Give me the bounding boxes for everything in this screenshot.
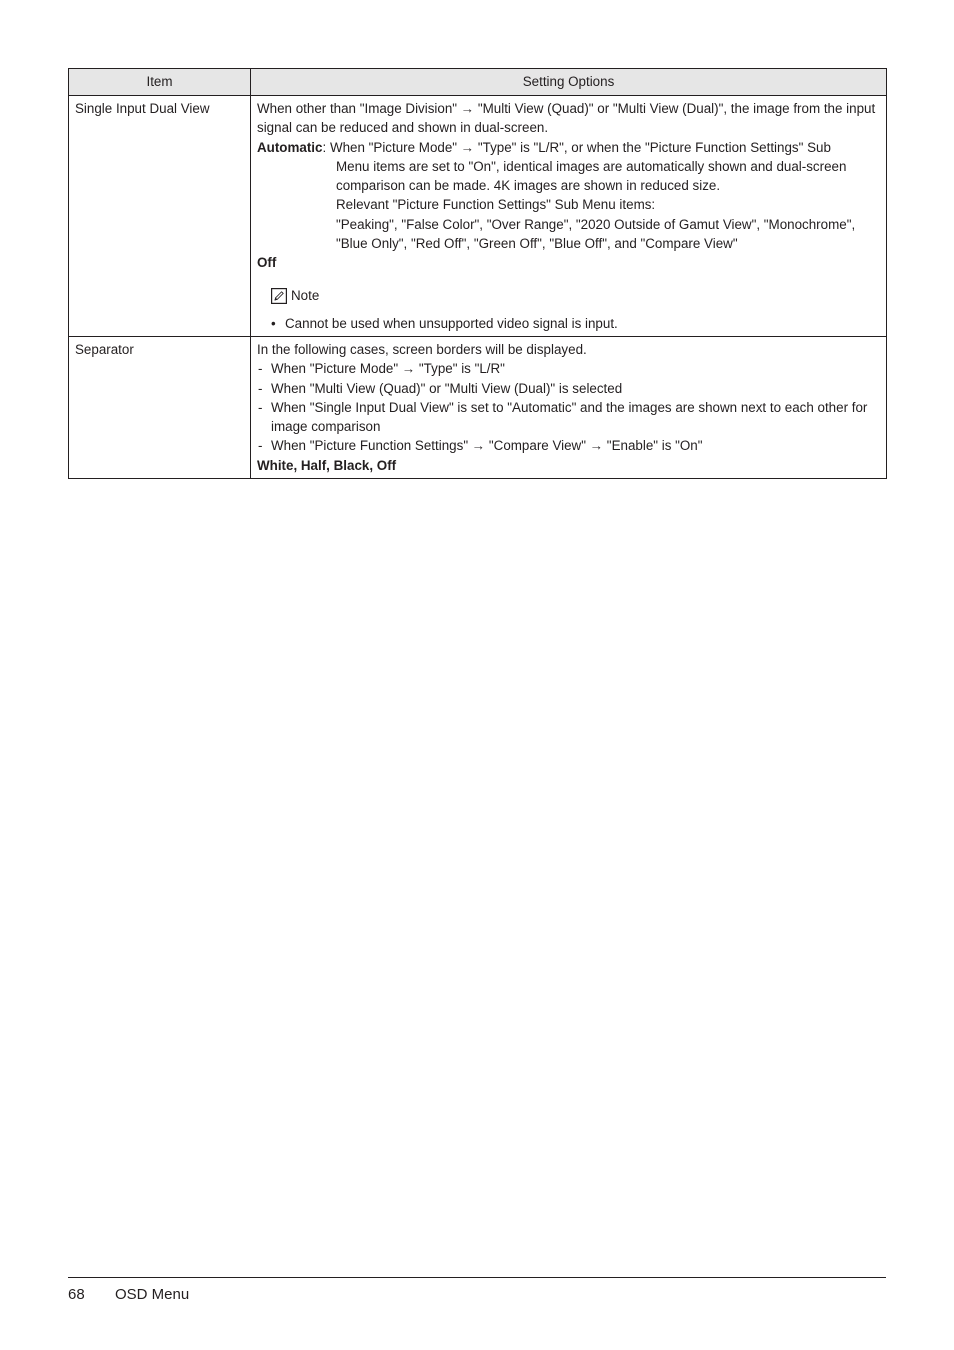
automatic-colon: : [322, 139, 327, 155]
option-values: White, Half, Black, Off [257, 457, 397, 473]
settings-table [68, 68, 887, 479]
table-header-row [69, 69, 887, 96]
note-title: Note [291, 288, 320, 304]
cases-list [257, 359, 882, 455]
table-row [69, 336, 887, 478]
list-item: - When "Single Input Dual View" is set to "Automatic" and the images are shown next to each other for image comparison [257, 398, 882, 437]
footer-divider [68, 1277, 886, 1278]
list-item: - When "Picture Mode" → "Type" is "L/R" [257, 359, 882, 378]
automatic-description-line1: When "Picture Mode" → "Type" is "L/R", or when the "Picture Function Settings" Sub [326, 139, 831, 155]
off-option: Off [257, 255, 277, 271]
section-title: OSD Menu [115, 1286, 190, 1303]
description: When other than "Image Division" → "Multi View (Quad)" or "Multi View (Dual)", the image from the input signal can be reduced and shown in dual-screen. [257, 101, 876, 136]
page-footer [68, 1285, 189, 1305]
item-name: Single Input Dual View [69, 96, 251, 337]
note-pencil-icon [271, 288, 287, 304]
note-list [257, 314, 882, 333]
note-heading [257, 286, 882, 306]
list-item: - When "Picture Function Settings" → "Compare View" → "Enable" is "On" [257, 436, 882, 455]
automatic-option [257, 138, 882, 157]
setting-options-cell [251, 336, 887, 478]
table-row [69, 96, 887, 337]
note-item: • Cannot be used when unsupported video signal is input. [257, 314, 882, 333]
setting-options-cell [251, 96, 887, 337]
list-item: - When "Multi View (Quad)" or "Multi View (Dual)" is selected [257, 379, 882, 398]
automatic-description: Menu items are set to "On", identical images are automatically shown and dual-screen comparison can be made. 4K images are shown in reduced size. [336, 158, 847, 194]
relevant-items-list: "Peaking", "False Color", "Over Range", "2020 Outside of Gamut View", "Monochrome", "Blue Only", "Red Off", "Green Off", "Blue Off", and "Compare View" [336, 216, 856, 252]
relevant-items-title: Relevant "Picture Function Settings" Sub Menu items: [336, 197, 656, 213]
header-setting-options: Setting Options [251, 69, 887, 96]
automatic-label: Automatic [257, 139, 323, 155]
header-item: Item [69, 69, 251, 96]
page-number: 68 [68, 1286, 85, 1303]
description: In the following cases, screen borders will be displayed. [257, 341, 587, 357]
item-name: Separator [69, 336, 251, 478]
